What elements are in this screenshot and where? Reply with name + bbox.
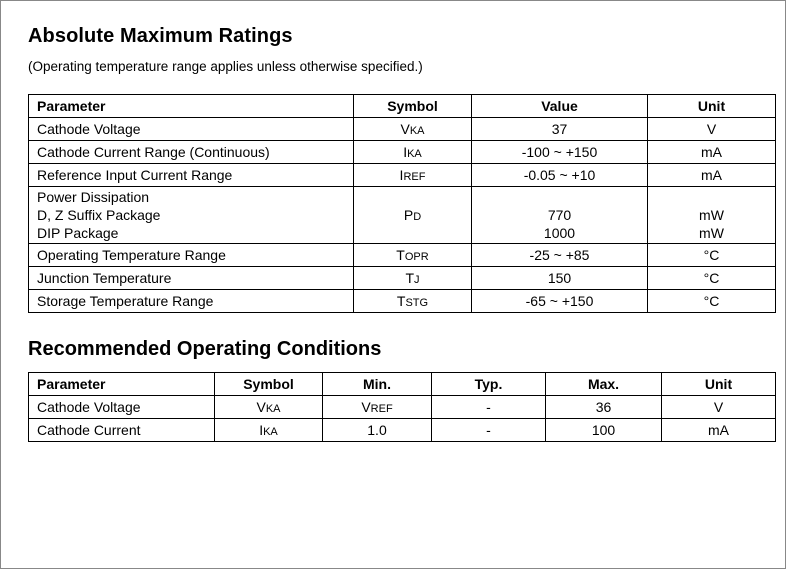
symbol-cell: TJ xyxy=(354,267,472,290)
absolute-ratings-title: Absolute Maximum Ratings xyxy=(28,25,293,47)
value-cell: 150 xyxy=(472,267,648,290)
parameter-cell: Reference Input Current Range xyxy=(29,164,354,187)
value-cell: -25 ~ +85 xyxy=(472,244,648,267)
symbol-cell: IKA xyxy=(215,419,323,442)
parameter-cell: Power Dissipation D, Z Suffix Package DIP Package xyxy=(29,187,354,244)
absolute-ratings-table xyxy=(28,94,776,313)
max-cell: 36 xyxy=(546,396,662,419)
unit-cell: mW mW xyxy=(648,187,776,244)
table-header-row xyxy=(29,95,776,118)
unit-cell: mA xyxy=(648,164,776,187)
recommended-conditions-title: Recommended Operating Conditions xyxy=(28,338,382,360)
parameter-cell: Junction Temperature xyxy=(29,267,354,290)
unit-cell: °C xyxy=(648,267,776,290)
value-cell: -0.05 ~ +10 xyxy=(472,164,648,187)
value-cell: -65 ~ +150 xyxy=(472,290,648,313)
header-typ: Typ. xyxy=(432,373,546,396)
min-cell: VREF xyxy=(323,396,432,419)
typ-cell: - xyxy=(432,396,546,419)
max-cell: 100 xyxy=(546,419,662,442)
symbol-cell: IREF xyxy=(354,164,472,187)
header-max: Max. xyxy=(546,373,662,396)
table-row xyxy=(29,267,776,290)
unit-cell: V xyxy=(662,396,776,419)
unit-cell: mA xyxy=(662,419,776,442)
absolute-ratings-note: (Operating temperature range applies unless otherwise specified.) xyxy=(28,59,423,74)
unit-cell: V xyxy=(648,118,776,141)
header-unit: Unit xyxy=(662,373,776,396)
header-value: Value xyxy=(472,95,648,118)
table-row xyxy=(29,141,776,164)
unit-cell: °C xyxy=(648,290,776,313)
unit-cell: °C xyxy=(648,244,776,267)
symbol-cell: VKA xyxy=(354,118,472,141)
unit-cell: mA xyxy=(648,141,776,164)
parameter-cell: Cathode Voltage xyxy=(29,396,215,419)
symbol-cell: PD xyxy=(354,187,472,244)
symbol-cell: TOPR xyxy=(354,244,472,267)
symbol-cell: TSTG xyxy=(354,290,472,313)
header-parameter: Parameter xyxy=(29,373,215,396)
table-row xyxy=(29,396,776,419)
value-cell: 770 1000 xyxy=(472,187,648,244)
value-cell: 37 xyxy=(472,118,648,141)
parameter-cell: Cathode Current xyxy=(29,419,215,442)
recommended-conditions-table xyxy=(28,372,776,442)
symbol-cell: VKA xyxy=(215,396,323,419)
table-header-row xyxy=(29,373,776,396)
parameter-cell: Storage Temperature Range xyxy=(29,290,354,313)
table-row xyxy=(29,290,776,313)
header-symbol: Symbol xyxy=(354,95,472,118)
parameter-cell: Operating Temperature Range xyxy=(29,244,354,267)
header-min: Min. xyxy=(323,373,432,396)
table-row xyxy=(29,164,776,187)
header-parameter: Parameter xyxy=(29,95,354,118)
symbol-cell: IKA xyxy=(354,141,472,164)
header-unit: Unit xyxy=(648,95,776,118)
parameter-cell: Cathode Voltage xyxy=(29,118,354,141)
typ-cell: - xyxy=(432,419,546,442)
table-row xyxy=(29,419,776,442)
table-row xyxy=(29,187,776,244)
parameter-cell: Cathode Current Range (Continuous) xyxy=(29,141,354,164)
value-cell: -100 ~ +150 xyxy=(472,141,648,164)
table-row xyxy=(29,118,776,141)
header-symbol: Symbol xyxy=(215,373,323,396)
table-row xyxy=(29,244,776,267)
min-cell: 1.0 xyxy=(323,419,432,442)
